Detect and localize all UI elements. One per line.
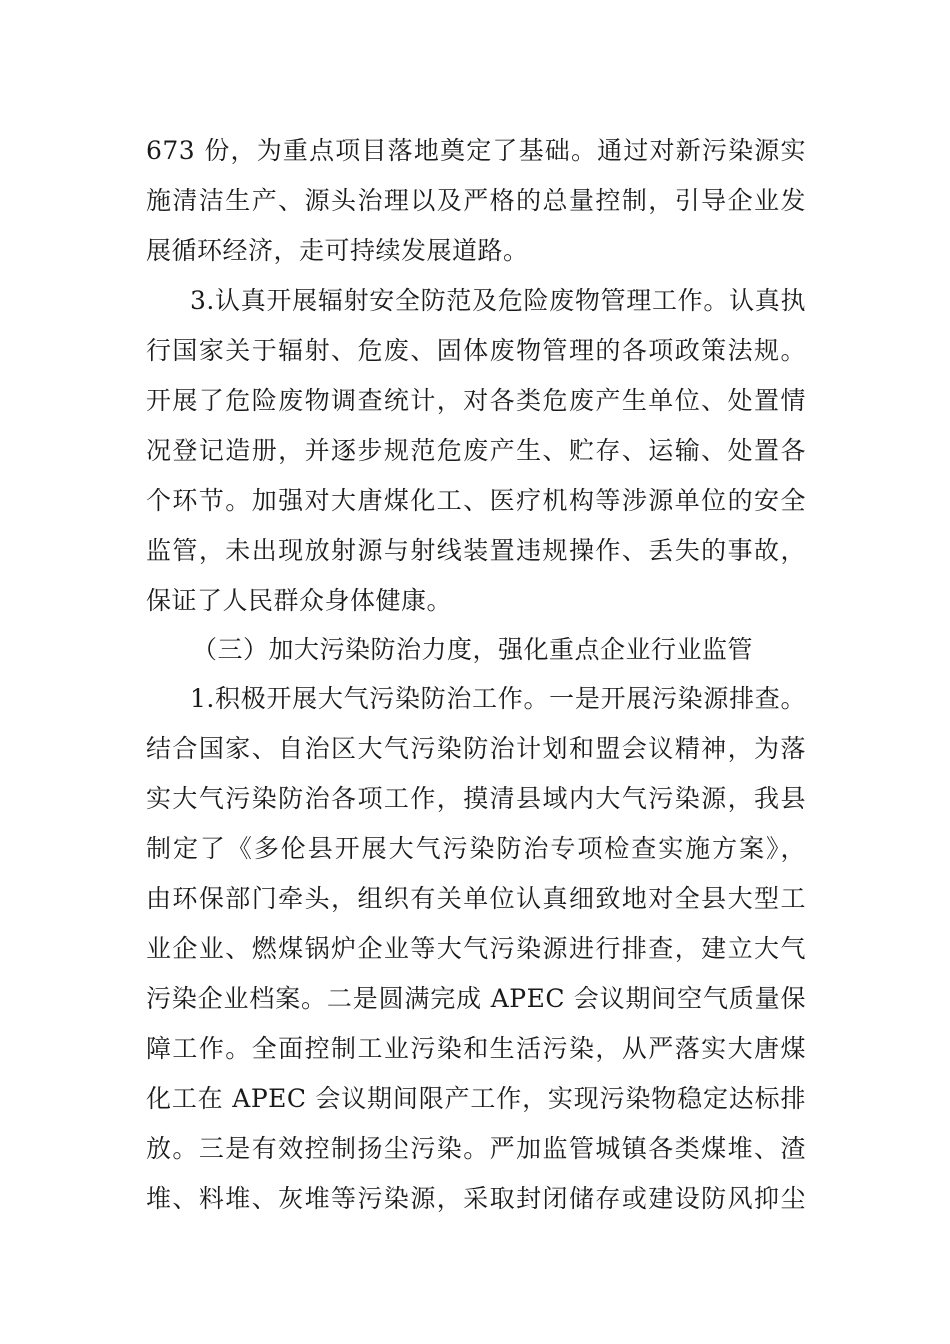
- subsection-heading: （三）加大污染防治力度，强化重点企业行业监管: [192, 635, 754, 664]
- text-line-8: 个环节。加强对大唐煤化工、医疗机构等涉源单位的安全: [146, 486, 806, 515]
- text-line-17: 业企业、燃煤锅炉企业等大气污染源进行排查，建立大气: [146, 934, 806, 963]
- text-line-3: 展循环经济，走可持续发展道路。: [146, 236, 529, 265]
- text-line-16: 由环保部门牵头，组织有关单位认真细致地对全县大型工: [146, 884, 806, 913]
- text-line-18: 污染企业档案。二是圆满完成 APEC 会议期间空气质量保: [146, 984, 806, 1013]
- text-line-9: 监管，未出现放射源与射线装置违规操作、丢失的事故，: [146, 536, 806, 565]
- section-3-heading-line: 3.认真开展辐射安全防范及危险废物管理工作。认真执: [190, 286, 806, 315]
- text-line-6: 开展了危险废物调查统计，对各类危废产生单位、处置情: [146, 386, 806, 415]
- text-line-20: 化工在 APEC 会议期间限产工作，实现污染物稳定达标排: [146, 1084, 806, 1113]
- text-line-14: 实大气污染防治各项工作，摸清县域内大气污染源，我县: [146, 784, 806, 813]
- text-line-10: 保证了人民群众身体健康。: [146, 586, 453, 615]
- text-line-22: 堆、料堆、灰堆等污染源，采取封闭储存或建设防风抑尘: [146, 1184, 806, 1213]
- text-line-13: 结合国家、自治区大气污染防治计划和盟会议精神，为落: [146, 734, 806, 763]
- text-line-21: 放。三是有效控制扬尘污染。严加监管城镇各类煤堆、渣: [146, 1134, 806, 1163]
- text-line-15: 制定了《多伦县开展大气污染防治专项检查实施方案》，: [146, 834, 806, 863]
- section-1-heading-line: 1.积极开展大气污染防治工作。一是开展污染源排查。: [190, 684, 806, 713]
- text-line-5: 行国家关于辐射、危废、固体废物管理的各项政策法规。: [146, 336, 806, 365]
- text-line-19: 障工作。全面控制工业污染和生活污染，从严落实大唐煤: [146, 1034, 806, 1063]
- text-line-2: 施清洁生产、源头治理以及严格的总量控制，引导企业发: [146, 186, 806, 215]
- text-line-7: 况登记造册，并逐步规范危废产生、贮存、运输、处置各: [146, 436, 806, 465]
- text-line-1: 673 份，为重点项目落地奠定了基础。通过对新污染源实: [146, 136, 806, 165]
